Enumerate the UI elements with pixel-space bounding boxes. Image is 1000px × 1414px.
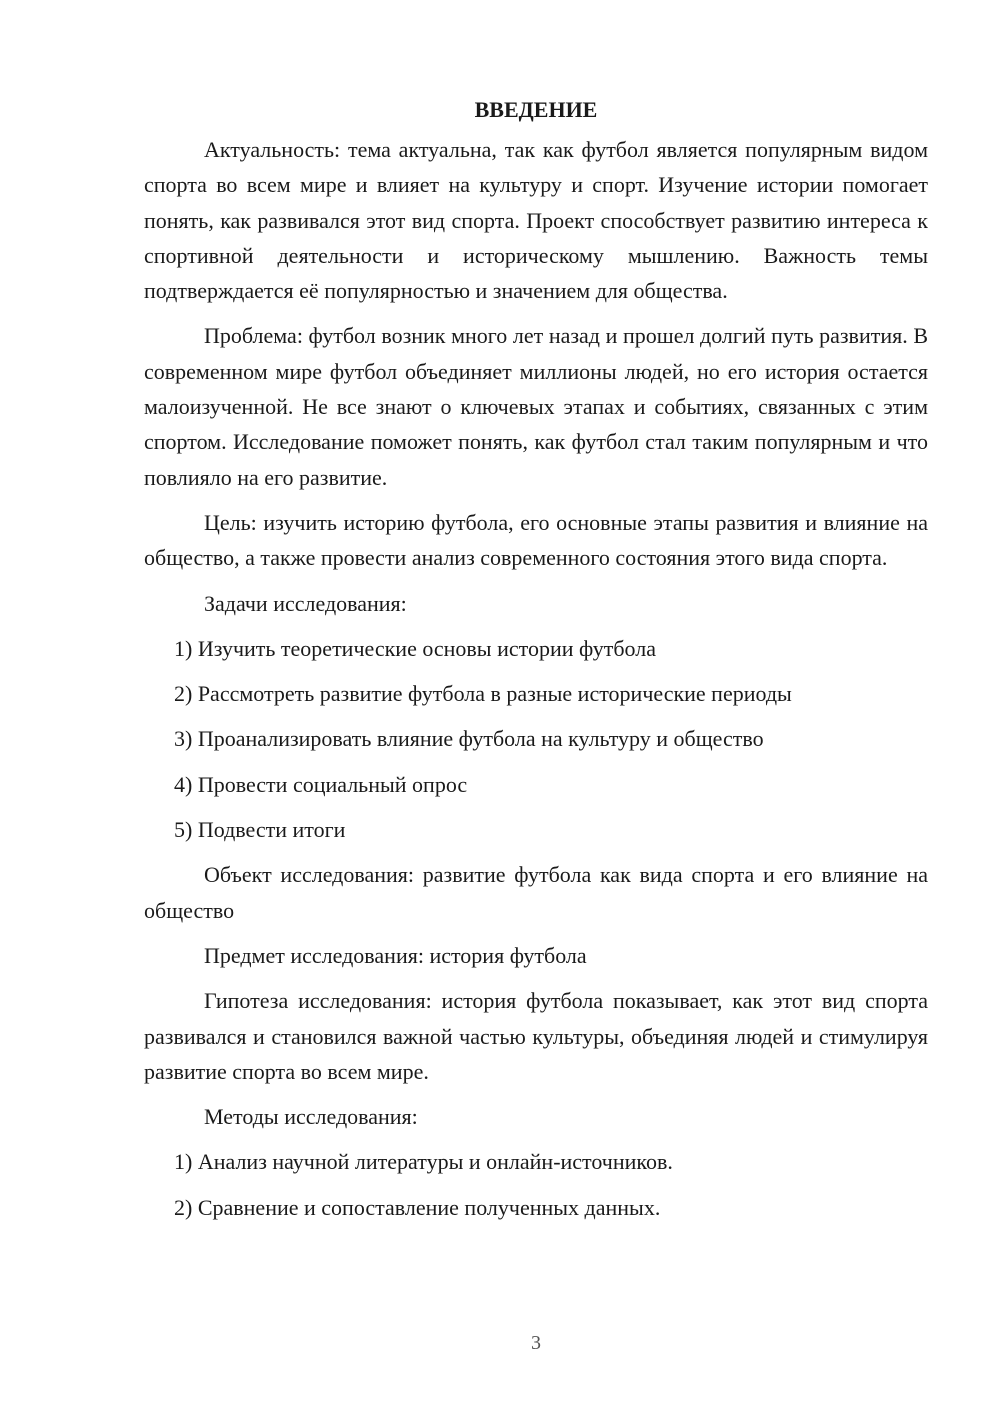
- methods-heading: Методы исследования:: [204, 1104, 418, 1130]
- goal-paragraph: Цель: изучить историю футбола, его основные этапы развития и влияние на общество, а также провести анализ современного состояния этого вида спорта.: [144, 509, 928, 571]
- task-item: 1) Изучить теоретические основы истории футбола: [174, 635, 656, 661]
- tasks-heading: Задачи исследования:: [204, 590, 407, 616]
- hypothesis-paragraph: Гипотеза исследования: история футбола показывает, как этот вид спорта развивался и становился важной частью культуры, объединяя людей и стимулируя развитие спорта во всем мире.: [144, 988, 928, 1084]
- task-item: 5) Подвести итоги: [174, 817, 346, 843]
- document-title: ВВЕДЕНИЕ: [474, 97, 598, 122]
- relevance-paragraph: Актуальность: тема актуальна, так как футбол является популярным видом спорта во всем мире и влияет на культуру и спорт. Изучение истории помогает понять, как развивался этот вид спорта. Проект способствует развитию интереса к спортивной деятельности и историческому мышлению. Важность темы подтверждается её популярностью и значением для общества.: [144, 137, 928, 304]
- task-item: 2) Рассмотреть развитие футбола в разные исторические периоды: [174, 681, 792, 707]
- problem-paragraph: Проблема: футбол возник много лет назад и прошел долгий путь развития. В современном мире футбол объединяет миллионы людей, но его история остается малоизученной. Не все знают о ключевых этапах и событиях, связанных с этим спортом. Исследование поможет понять, как футбол стал таким популярным и что повлияло на его развитие.: [144, 323, 928, 490]
- method-item: 1) Анализ научной литературы и онлайн-источников.: [174, 1149, 673, 1175]
- task-item: 4) Провести социальный опрос: [174, 771, 468, 797]
- object-paragraph: Объект исследования: развитие футбола как вида спорта и его влияние на общество: [144, 862, 928, 923]
- document-page: [144, 92, 928, 1235]
- task-item: 3) Проанализировать влияние футбола на культуру и общество: [174, 726, 764, 752]
- subject-paragraph: Предмет исследования: история футбола: [204, 942, 587, 968]
- method-item: 2) Сравнение и сопоставление полученных данных.: [174, 1194, 661, 1220]
- page-number: 3: [531, 1332, 541, 1354]
